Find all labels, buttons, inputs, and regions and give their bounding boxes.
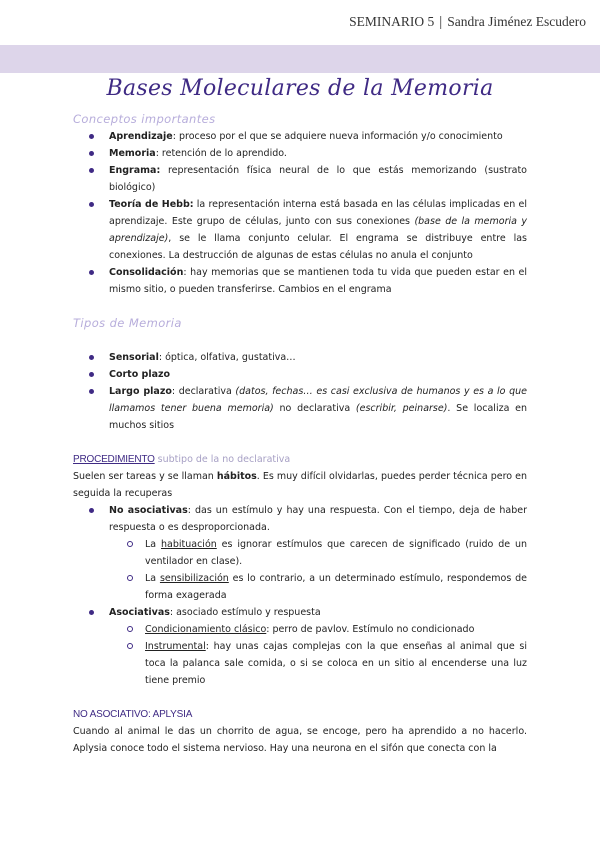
tipos-heading: Tipos de Memoria	[73, 316, 182, 330]
sub-list-item: Condicionamiento clásico: perro de pavlov. Estímulo no condicionado	[109, 621, 527, 638]
term: Memoria	[109, 148, 156, 159]
list-item: Largo plazo: declarativa (datos, fechas… es casi exclusiva de humanos y es a lo que llamamos tener buena memoria) no declarativa (escribir, peinarse). Se localiza en muchos sitios	[73, 383, 527, 434]
header-separator: |	[439, 13, 443, 30]
conceptos-heading: Conceptos importantes	[73, 112, 216, 126]
list-item	[73, 366, 527, 383]
list-item: No asociativas: das un estímulo y hay una respuesta. Con el tiempo, deja de haber respuesta o es desproporcionada. La habituación es ignorar estímulos que carecen de significado (ruido de un ventilador en clase). La sensibilización es lo contrario, a un determinado estímulo, respondemos de forma exagerada	[73, 502, 527, 604]
procedimiento-title: PROCEDIMIENTO	[73, 454, 155, 465]
term: Aprendizaje	[109, 131, 173, 142]
sub-list-item: La sensibilización es lo contrario, a un determinado estímulo, respondemos de forma exagerada	[109, 570, 527, 604]
list-item: Engrama: representación física neural de lo que estás memorizando (sustrato biológico)	[73, 162, 527, 196]
page-header	[0, 0, 600, 44]
sub-list-item: Instrumental: hay unas cajas complejas con la que enseñas al animal que si toca la palanca sale comida, o si se coloca en un sitio al encenderse una luz tiene premio	[109, 638, 527, 689]
seminar-label: SEMINARIO 5	[349, 14, 435, 29]
aplysia-heading	[73, 706, 527, 723]
list-item: Aprendizaje: proceso por el que se adquiere nueva información y/o conocimiento	[73, 128, 527, 145]
sub-list	[109, 536, 527, 604]
list-item: Consolidación: hay memorias que se mantienen toda tu vida que pueden estar en el mismo sitio, o pueden transferirse. Cambios en el engrama	[73, 264, 527, 298]
author-name: Sandra Jiménez Escudero	[447, 14, 586, 29]
term: Teoría de Hebb:	[109, 199, 194, 210]
list-item: Teoría de Hebb: la representación interna está basada en las células implicadas en el aprendizaje. Este grupo de células, junto con sus conexiones (base de la memoria y aprendizaje), se le llama conjunto celular. El engrama se distribuye entre las conexiones. La destrucción de algunas de estas células no anula el conjunto	[73, 196, 527, 264]
page-title: Bases Moleculares de la Memoria	[106, 76, 494, 101]
sub-list	[109, 621, 527, 689]
conceptos-list	[73, 128, 527, 298]
list-item: Asociativas: asociado estímulo y respuesta Condicionamiento clásico: perro de pavlov. Estímulo no condicionado Instrumental: hay unas cajas complejas con la que enseñas al animal que si toca la palanca sale comida, o si se coloca en un sitio al encenderse una luz tiene premio	[73, 604, 527, 689]
aplysia-text: Cuando al animal le das un chorrito de agua, se encoge, pero ha aprendido a no hacerlo. Aplysia conoce todo el sistema nervioso. Hay una neurona en el sifón que conecta con la	[73, 726, 527, 754]
header-band	[0, 45, 600, 73]
procedimiento-heading	[73, 451, 527, 468]
term: Asociativas	[109, 607, 170, 618]
term: No asociativas	[109, 505, 188, 516]
list-item: Sensorial: óptica, olfativa, gustativa…	[73, 349, 527, 366]
term: Largo plazo	[109, 386, 172, 397]
procedimiento-list	[73, 502, 527, 689]
aplysia-title: NO ASOCIATIVO: APLYSIA	[73, 709, 193, 720]
procedimiento-intro: Suelen ser tareas y se llaman hábitos. Es muy difícil olvidarlas, puedes perder técnica pero en seguida la recuperas	[73, 471, 527, 499]
sub-list-item: La habituación es ignorar estímulos que carecen de significado (ruido de un ventilador en clase).	[109, 536, 527, 570]
term: Engrama:	[109, 165, 161, 176]
term: Sensorial	[109, 352, 159, 363]
procedimiento-subtitle: subtipo de la no declarativa	[157, 454, 291, 465]
document-body	[73, 111, 527, 757]
tipos-list	[73, 349, 527, 434]
term: Corto plazo	[109, 369, 171, 380]
term: Consolidación	[109, 267, 184, 278]
list-item: Memoria: retención de lo aprendido.	[73, 145, 527, 162]
